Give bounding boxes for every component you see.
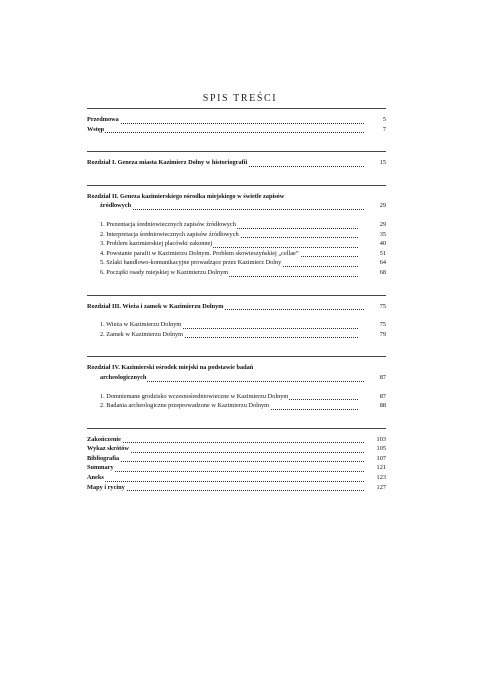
toc-entry-label: Rozdział II. Geneza kazimierskiego ośrodka miejskiego w świetle zapisów xyxy=(87,192,285,200)
toc-entry xyxy=(87,320,386,330)
toc-entry-label: 3. Problem kazimierskiej placówki zakonnej xyxy=(100,240,213,248)
toc-entry xyxy=(87,483,386,493)
dot-leader xyxy=(87,442,364,443)
toc-entry xyxy=(87,158,386,168)
toc-entry-label: 4. Powstanie parafii w Kazimierzu Dolnym. Problem skowieszyńskiej „cellae” xyxy=(100,249,299,257)
toc-entry xyxy=(87,230,386,240)
spacer xyxy=(87,345,386,356)
dot-leader xyxy=(87,123,364,124)
spacer xyxy=(87,417,386,428)
toc-entry-page: 29 xyxy=(379,202,386,210)
dot-leader xyxy=(87,490,364,491)
toc-entry-label: 2. Badania archeologiczne przeprowadzone w Kazimierzu Dolnym xyxy=(100,402,270,410)
toc-entry-label: Zakończenie xyxy=(87,435,121,443)
toc-entry-label: archeologicznych xyxy=(100,373,147,381)
toc-entry xyxy=(87,115,386,125)
toc-entry-page: 105 xyxy=(376,445,386,453)
dot-leader xyxy=(87,471,364,472)
toc-entry-page: 103 xyxy=(376,435,386,443)
spacer xyxy=(87,383,386,392)
toc-entry-label: Przedmowa xyxy=(87,116,119,123)
toc-entry-label: 1. Domniemane grodzisko wczesnośredniowieczne w Kazimierzu Dolnym xyxy=(100,392,289,400)
spacer xyxy=(87,284,386,295)
toc-entry xyxy=(87,473,386,483)
toc-entry-label: Wykaz skrótów xyxy=(87,445,129,453)
toc-entry xyxy=(87,268,386,278)
toc-entry-page: 75 xyxy=(379,302,386,310)
toc-entry xyxy=(87,125,386,135)
toc-entry xyxy=(87,258,386,268)
toc-entry xyxy=(87,373,386,383)
toc-entry xyxy=(87,363,386,373)
toc-entry-label: Mapy i ryciny xyxy=(87,483,125,491)
toc-entry xyxy=(87,330,386,340)
toc-entry xyxy=(87,302,386,312)
toc-entry-label: 1. Wieża w Kazimierzu Dolnym xyxy=(100,321,182,329)
toc-entry xyxy=(87,435,386,445)
toc-entry-page: 87 xyxy=(379,392,386,400)
spacer xyxy=(87,211,386,220)
toc-entry-page: 29 xyxy=(379,220,386,228)
toc-entry-page: 51 xyxy=(379,249,386,257)
dot-leader xyxy=(100,209,364,210)
toc-entry-label: Wstęp xyxy=(87,125,105,133)
toc-entry xyxy=(87,454,386,464)
toc-entry-page: 121 xyxy=(376,464,386,472)
toc-entry xyxy=(87,220,386,230)
toc-entry-page: 79 xyxy=(379,330,386,338)
toc-entry-label: Rozdział III. Wieża i zamek w Kazimierzu Dolnym xyxy=(87,302,224,310)
toc-entry-page: 7 xyxy=(382,125,386,133)
spacer xyxy=(87,174,386,185)
toc-entry-page: 40 xyxy=(379,240,386,248)
toc-entry-label: Rozdział IV. Kazimierski ośrodek miejski na podstawie badań xyxy=(87,364,254,372)
toc-entry xyxy=(87,239,386,249)
table-of-contents xyxy=(87,108,386,498)
toc-entry-page: 75 xyxy=(379,321,386,329)
toc-entry-label: Aneks xyxy=(87,474,104,482)
toc-entry-label: 6. Początki osady miejskiej w Kazimierzu Dolnym xyxy=(100,268,229,276)
toc-entry xyxy=(87,249,386,259)
toc-entry-page: 5 xyxy=(382,116,386,123)
toc-entry-page: 15 xyxy=(379,159,386,167)
toc-entry-label: źródłowych xyxy=(100,202,132,210)
toc-entry xyxy=(87,192,386,202)
toc-entry-label: 1. Prezentacja średniowiecznych zapisów źródłowych xyxy=(100,220,236,228)
spacer xyxy=(87,140,386,151)
toc-entry-page: 64 xyxy=(379,259,386,267)
toc-entry-page: 127 xyxy=(376,483,386,491)
toc-entry-label: 2. Interpretacja średniowiecznych zapisów źródłowych xyxy=(100,230,239,238)
spacer xyxy=(87,311,386,320)
dot-leader xyxy=(87,461,364,462)
toc-entry xyxy=(87,401,386,411)
toc-entry-page: 35 xyxy=(379,230,386,238)
toc-entry-page: 87 xyxy=(379,373,386,381)
toc-entry-page: 123 xyxy=(376,474,386,482)
toc-entry-label: Summary xyxy=(87,464,114,472)
dot-leader xyxy=(87,132,364,133)
toc-entry-label: 5. Szlaki handlowo-komunikacyjne prowadzące przez Kazimierz Dolny xyxy=(100,259,282,267)
toc-entry xyxy=(87,463,386,473)
toc-entry xyxy=(87,392,386,402)
toc-entry-page: 68 xyxy=(379,268,386,276)
toc-entry xyxy=(87,201,386,211)
page-title: SPIS TREŚCI xyxy=(202,93,278,104)
toc-entry-label: Bibliografia xyxy=(87,454,120,462)
toc-entry xyxy=(87,444,386,454)
spacer xyxy=(87,492,386,498)
toc-entry-page: 107 xyxy=(376,454,386,462)
toc-entry-label: 2. Zamek w Kazimierzu Dolnym xyxy=(100,330,184,338)
toc-entry-label: Rozdział I. Geneza miasta Kazimierz Dolny w historiografii xyxy=(87,159,248,167)
toc-entry-page: 88 xyxy=(379,402,386,410)
dot-leader xyxy=(87,481,364,482)
